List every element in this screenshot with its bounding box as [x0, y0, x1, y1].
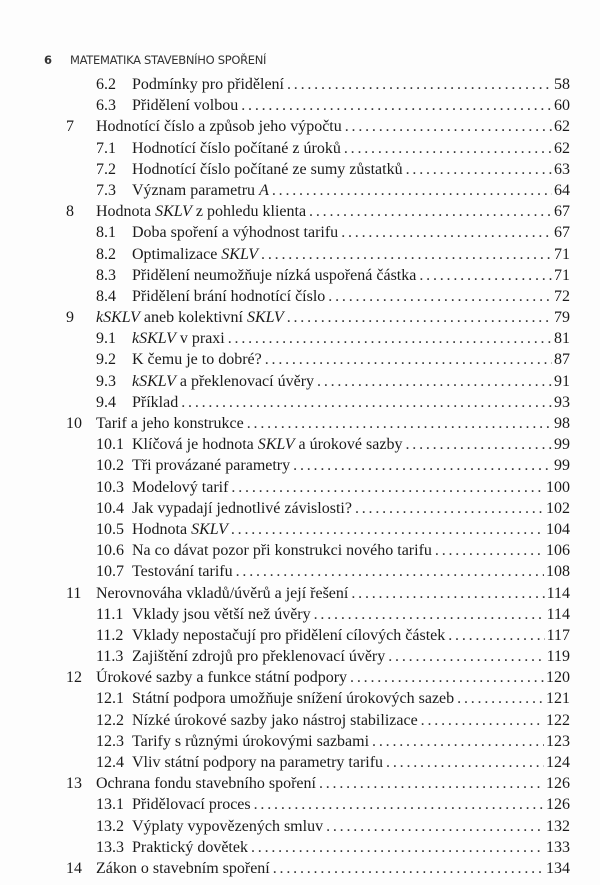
entry-title-text: Státní podpora umožňuje snížení úrokových sazeb — [132, 690, 455, 708]
entry-number: 9.3 — [96, 372, 116, 390]
toc-section-entry — [0, 222, 600, 243]
entry-title-text: Vliv státní podpory na parametry tarifu — [132, 754, 384, 771]
entry-title — [132, 392, 181, 413]
entry-number: 10.4 — [96, 499, 124, 517]
entry-number: 10.7 — [96, 563, 124, 581]
entry-page-number: 102 — [546, 499, 570, 517]
toc-section-entry — [0, 286, 600, 307]
dot-leader — [272, 180, 552, 201]
entry-page-number: 72 — [554, 287, 570, 305]
entry-number: 6.2 — [96, 76, 116, 93]
entry-number: 8 — [66, 203, 74, 221]
entry-number: 9.1 — [96, 330, 116, 348]
dot-leader — [236, 561, 544, 582]
entry-title-text: Nerovnováha vkladů/úvěrů a její řešení — [96, 584, 349, 602]
entry-line — [96, 667, 570, 688]
entry-title-italic: kSKLV — [132, 330, 176, 348]
entry-title-italic: A — [259, 181, 269, 199]
toc-chapter-entry — [0, 773, 600, 794]
entry-line — [132, 646, 570, 667]
dot-leader — [287, 307, 552, 328]
entry-page-number: 62 — [554, 118, 570, 136]
toc-section-entry — [0, 455, 600, 476]
entry-line — [132, 498, 570, 519]
dot-leader — [251, 837, 544, 858]
dot-leader — [405, 434, 552, 455]
entry-number: 7.1 — [96, 139, 116, 157]
entry-page-number: 81 — [554, 330, 570, 348]
dot-leader — [319, 773, 544, 794]
entry-number: 13.1 — [96, 796, 124, 814]
entry-title — [132, 95, 241, 116]
entry-line — [132, 540, 570, 561]
entry-line — [132, 371, 570, 392]
entry-title-italic: kSKLV — [96, 309, 140, 327]
entry-title — [96, 413, 247, 434]
entry-title-italic: kSKLV — [132, 372, 176, 390]
entry-line — [132, 159, 570, 180]
toc-section-entry — [0, 434, 600, 455]
entry-title — [96, 116, 345, 137]
toc-section-entry — [0, 95, 600, 116]
entry-page-number: 123 — [546, 732, 570, 750]
entry-page-number: 99 — [554, 457, 570, 475]
entry-line — [132, 244, 570, 265]
entry-page-number: 91 — [554, 372, 570, 390]
toc-section-entry — [0, 159, 600, 180]
entry-number: 8.1 — [96, 224, 116, 242]
entry-page-number: 114 — [546, 605, 570, 623]
dot-leader — [328, 286, 552, 307]
entry-title-text: Vklady jsou větší než úvěry — [132, 605, 311, 623]
entry-number: 10.1 — [96, 436, 124, 454]
entry-line — [132, 180, 570, 201]
dot-leader — [341, 222, 552, 243]
toc-section-entry — [0, 244, 600, 265]
entry-page-number: 63 — [554, 160, 570, 178]
dot-leader — [388, 646, 544, 667]
toc-chapter-entry — [0, 116, 600, 137]
toc-chapter-entry — [0, 307, 600, 328]
entry-title — [132, 688, 457, 709]
dot-leader — [457, 688, 544, 709]
entry-title — [96, 858, 273, 879]
dot-leader — [345, 116, 552, 137]
entry-title — [132, 222, 341, 243]
page-number: 6 — [44, 53, 52, 67]
entry-title — [132, 371, 317, 392]
entry-line — [132, 286, 570, 307]
entry-page-number: 79 — [554, 309, 570, 327]
toc-section-entry — [0, 392, 600, 413]
entry-number: 13 — [66, 775, 82, 793]
toc-chapter-entry — [0, 667, 600, 688]
entry-title-text: Podmínky pro přidělení — [132, 76, 284, 93]
entry-number: 10.5 — [96, 520, 124, 538]
dot-leader — [261, 244, 552, 265]
dot-leader — [231, 519, 544, 540]
entry-line — [132, 328, 570, 349]
entry-number: 7.2 — [96, 160, 116, 178]
entry-title — [132, 731, 372, 752]
entry-line — [132, 477, 570, 498]
dot-leader — [314, 604, 545, 625]
entry-number: 11.2 — [96, 626, 124, 644]
dot-leader — [355, 498, 544, 519]
toc-section-entry — [0, 731, 600, 752]
entry-title-text: Hodnota — [96, 203, 156, 221]
entry-title — [132, 74, 287, 95]
entry-page-number: 93 — [554, 393, 570, 411]
entry-number: 10.2 — [96, 457, 124, 475]
entry-title-italic: SKLV — [191, 520, 228, 538]
entry-title-italic: SKLV — [257, 436, 295, 454]
entry-page-number: 67 — [554, 224, 570, 242]
entry-page-number: 119 — [546, 648, 570, 666]
entry-title-text: Hodnotící číslo počítané ze sumy zůstatků — [132, 160, 403, 178]
entry-title-text: v praxi — [175, 330, 225, 348]
entry-title-text: Přidělovací proces — [132, 796, 251, 814]
entry-title-italic: SKLV — [155, 203, 192, 221]
entry-line — [132, 837, 570, 858]
entry-title — [132, 498, 355, 519]
dot-leader — [419, 265, 552, 286]
dot-leader — [273, 858, 544, 879]
dot-leader — [247, 413, 552, 434]
entry-page-number: 114 — [546, 584, 570, 602]
toc-chapter-entry — [0, 413, 600, 434]
entry-page-number: 121 — [546, 690, 570, 708]
dot-leader — [406, 159, 552, 180]
entry-line — [132, 74, 570, 95]
dot-leader — [231, 477, 544, 498]
entry-title-text: Zákon o stavebním spoření — [96, 859, 270, 877]
toc-chapter-entry — [0, 858, 600, 879]
entry-line — [96, 201, 570, 222]
dot-leader — [265, 349, 552, 370]
entry-title — [132, 604, 314, 625]
entry-number: 7 — [66, 118, 74, 136]
entry-page-number: 71 — [554, 245, 570, 263]
entry-title-text: Tarif a jeho konstrukce — [96, 415, 244, 432]
entry-title-text: Praktický dovětek — [132, 838, 248, 856]
entry-number: 12.3 — [96, 732, 124, 750]
entry-number: 8.3 — [96, 266, 116, 284]
entry-page-number: 126 — [546, 796, 570, 814]
entry-title — [132, 646, 388, 667]
entry-page-number: 64 — [554, 181, 570, 199]
entry-line — [132, 688, 570, 709]
toc-section-entry — [0, 74, 600, 95]
dot-leader — [254, 794, 544, 815]
toc-section-entry — [0, 794, 600, 815]
entry-line — [132, 95, 570, 116]
entry-line — [132, 265, 570, 286]
entry-title-text: Přidělení neumožňuje nízká uspořená částka — [132, 266, 417, 284]
entry-title — [132, 159, 406, 180]
entry-page-number: 134 — [546, 859, 570, 877]
entry-title-text: Příklad — [132, 393, 179, 411]
dot-leader — [372, 731, 544, 752]
dot-leader — [228, 328, 552, 349]
entry-line — [132, 816, 570, 837]
entry-line — [96, 116, 570, 137]
entry-title-text: Výplaty vypovězených smluv — [132, 817, 324, 835]
entry-title-text: Tarify s různými úrokovými sazbami — [132, 732, 370, 750]
dot-leader — [309, 201, 552, 222]
toc-section-entry — [0, 688, 600, 709]
entry-title — [132, 816, 326, 837]
running-title: MATEMATIKA STAVEBNÍHO SPOŘENÍ — [70, 53, 267, 67]
toc-section-entry — [0, 604, 600, 625]
entry-title-text: Modelový tarif — [132, 478, 229, 496]
entry-number: 14 — [66, 859, 82, 877]
entry-number: 13.3 — [96, 838, 124, 856]
entry-title-text: z pohledu klienta — [191, 203, 307, 221]
entry-title-italic: SKLV — [246, 309, 284, 327]
entry-title — [132, 477, 231, 498]
entry-title — [132, 710, 421, 731]
table-of-contents — [0, 74, 600, 879]
entry-number: 9.2 — [96, 351, 116, 369]
entry-title — [132, 455, 293, 476]
entry-line — [132, 752, 570, 773]
entry-title-text: Význam parametru — [132, 181, 260, 199]
entry-number: 13.2 — [96, 817, 124, 835]
entry-number: 10 — [66, 415, 82, 432]
entry-line — [132, 222, 570, 243]
entry-page-number: 126 — [546, 775, 570, 793]
entry-title — [132, 434, 405, 455]
entry-line — [96, 583, 570, 604]
entry-number: 10.6 — [96, 542, 124, 560]
entry-title-text: Doba spoření a výhodnost tarifu — [132, 224, 339, 242]
toc-section-entry — [0, 371, 600, 392]
entry-line — [132, 455, 570, 476]
entry-number: 12.4 — [96, 754, 124, 771]
entry-title — [96, 583, 351, 604]
entry-title-text: Jak vypadají jednotlivé závislosti? — [132, 499, 352, 517]
entry-page-number: 106 — [546, 542, 570, 560]
entry-title-text: Zajištění zdrojů pro překlenovací úvěry — [132, 648, 386, 666]
entry-page-number: 120 — [546, 669, 570, 687]
entry-number: 8.4 — [96, 287, 116, 305]
entry-title — [132, 286, 328, 307]
dot-leader — [421, 710, 544, 731]
entry-number: 7.3 — [96, 181, 116, 199]
entry-title-text: Vklady nepostačují pro přidělení cílových částek — [132, 626, 446, 644]
entry-number: 11.3 — [96, 648, 124, 666]
entry-line — [132, 561, 570, 582]
entry-title — [132, 519, 231, 540]
entry-page-number: 104 — [546, 520, 570, 538]
entry-title — [132, 625, 448, 646]
toc-section-entry — [0, 498, 600, 519]
entry-title-text: Hodnota — [132, 520, 192, 538]
entry-line — [132, 519, 570, 540]
entry-number: 9.4 — [96, 393, 116, 411]
entry-title-text: Optimalizace — [132, 245, 222, 263]
dot-leader — [287, 74, 552, 95]
entry-title-text: Nízké úrokové sazby jako nástroj stabilizace — [132, 711, 418, 729]
entry-line — [132, 349, 570, 370]
entry-title — [96, 201, 309, 222]
entry-page-number: 133 — [546, 838, 570, 856]
entry-line — [96, 307, 570, 328]
entry-title-text: Hodnotící číslo a způsob jeho výpočtu — [96, 118, 342, 136]
entry-title-text: Testování tarifu — [132, 563, 233, 581]
entry-line — [96, 413, 570, 434]
entry-page-number: 108 — [546, 563, 570, 581]
entry-title-italic: SKLV — [221, 245, 259, 263]
entry-title — [132, 244, 261, 265]
entry-page-number: 100 — [546, 478, 570, 496]
toc-section-entry — [0, 625, 600, 646]
dot-leader — [351, 583, 544, 604]
entry-page-number: 99 — [554, 436, 570, 454]
entry-title — [96, 773, 319, 794]
entry-page-number: 117 — [546, 626, 570, 644]
entry-title — [132, 180, 272, 201]
entry-title-text: Ochrana fondu stavebního spoření — [96, 775, 316, 793]
toc-section-entry — [0, 646, 600, 667]
entry-page-number: 124 — [546, 754, 570, 771]
entry-number: 11.1 — [96, 605, 124, 623]
toc-section-entry — [0, 816, 600, 837]
entry-line — [132, 710, 570, 731]
entry-page-number: 98 — [554, 415, 570, 432]
entry-line — [132, 434, 570, 455]
entry-title-text: Úrokové sazby a funkce státní podpory — [96, 669, 348, 687]
toc-section-entry — [0, 138, 600, 159]
toc-chapter-entry — [0, 583, 600, 604]
entry-line — [132, 604, 570, 625]
entry-title — [132, 349, 265, 370]
entry-page-number: 62 — [554, 139, 570, 157]
entry-line — [96, 773, 570, 794]
entry-title-text: Přidělení volbou — [132, 97, 239, 115]
entry-title — [96, 307, 287, 328]
running-header — [44, 53, 266, 67]
entry-number: 10.3 — [96, 478, 124, 496]
entry-title — [132, 540, 435, 561]
toc-section-entry — [0, 265, 600, 286]
entry-number: 6.3 — [96, 97, 116, 115]
entry-line — [132, 625, 570, 646]
dot-leader — [241, 95, 552, 116]
entry-title-text: a úrokové sazby — [294, 436, 403, 454]
entry-title — [96, 667, 350, 688]
toc-section-entry — [0, 328, 600, 349]
entry-title — [132, 138, 344, 159]
entry-title-text: Klíčová je hodnota — [132, 436, 258, 454]
entry-title — [132, 561, 236, 582]
entry-title — [132, 837, 251, 858]
entry-number: 12.1 — [96, 690, 124, 708]
dot-leader — [344, 138, 552, 159]
dot-leader — [350, 667, 544, 688]
entry-title-text: Přidělení brání hodnotící číslo — [132, 287, 326, 305]
entry-number: 12.2 — [96, 711, 124, 729]
entry-title — [132, 752, 386, 773]
entry-line — [132, 794, 570, 815]
entry-page-number: 58 — [554, 76, 570, 93]
entry-title-text: aneb kolektivní — [139, 309, 247, 327]
dot-leader — [181, 392, 552, 413]
entry-page-number: 122 — [546, 711, 570, 729]
dot-leader — [448, 625, 544, 646]
entry-line — [132, 138, 570, 159]
toc-section-entry — [0, 561, 600, 582]
dot-leader — [317, 371, 552, 392]
entry-title-text: Na co dávat pozor při konstrukci nového tarifu — [132, 542, 432, 560]
toc-section-entry — [0, 180, 600, 201]
entry-number: 8.2 — [96, 245, 116, 263]
toc-chapter-entry — [0, 201, 600, 222]
toc-section-entry — [0, 752, 600, 773]
toc-section-entry — [0, 837, 600, 858]
entry-title — [132, 794, 254, 815]
entry-title-text: Tři provázané parametry — [132, 457, 291, 475]
entry-line — [132, 392, 570, 413]
dot-leader — [386, 752, 544, 773]
entry-line — [96, 858, 570, 879]
entry-page-number: 87 — [554, 351, 570, 369]
dot-leader — [435, 540, 544, 561]
entry-page-number: 67 — [554, 203, 570, 221]
entry-title — [132, 265, 419, 286]
entry-title-text: a překlenovací úvěry — [175, 372, 315, 390]
entry-number: 12 — [66, 669, 82, 687]
entry-number: 9 — [66, 309, 74, 327]
entry-title-text: K čemu je to dobré? — [132, 351, 262, 369]
entry-title — [132, 328, 228, 349]
toc-section-entry — [0, 710, 600, 731]
toc-section-entry — [0, 519, 600, 540]
dot-leader — [293, 455, 552, 476]
toc-section-entry — [0, 477, 600, 498]
entry-title-text: Hodnotící číslo počítané z úroků — [132, 139, 341, 157]
entry-line — [132, 731, 570, 752]
entry-page-number: 71 — [554, 266, 570, 284]
toc-section-entry — [0, 540, 600, 561]
dot-leader — [326, 816, 544, 837]
toc-section-entry — [0, 349, 600, 370]
entry-number: 11 — [66, 584, 82, 602]
entry-page-number: 132 — [546, 817, 570, 835]
entry-page-number: 60 — [554, 97, 570, 115]
